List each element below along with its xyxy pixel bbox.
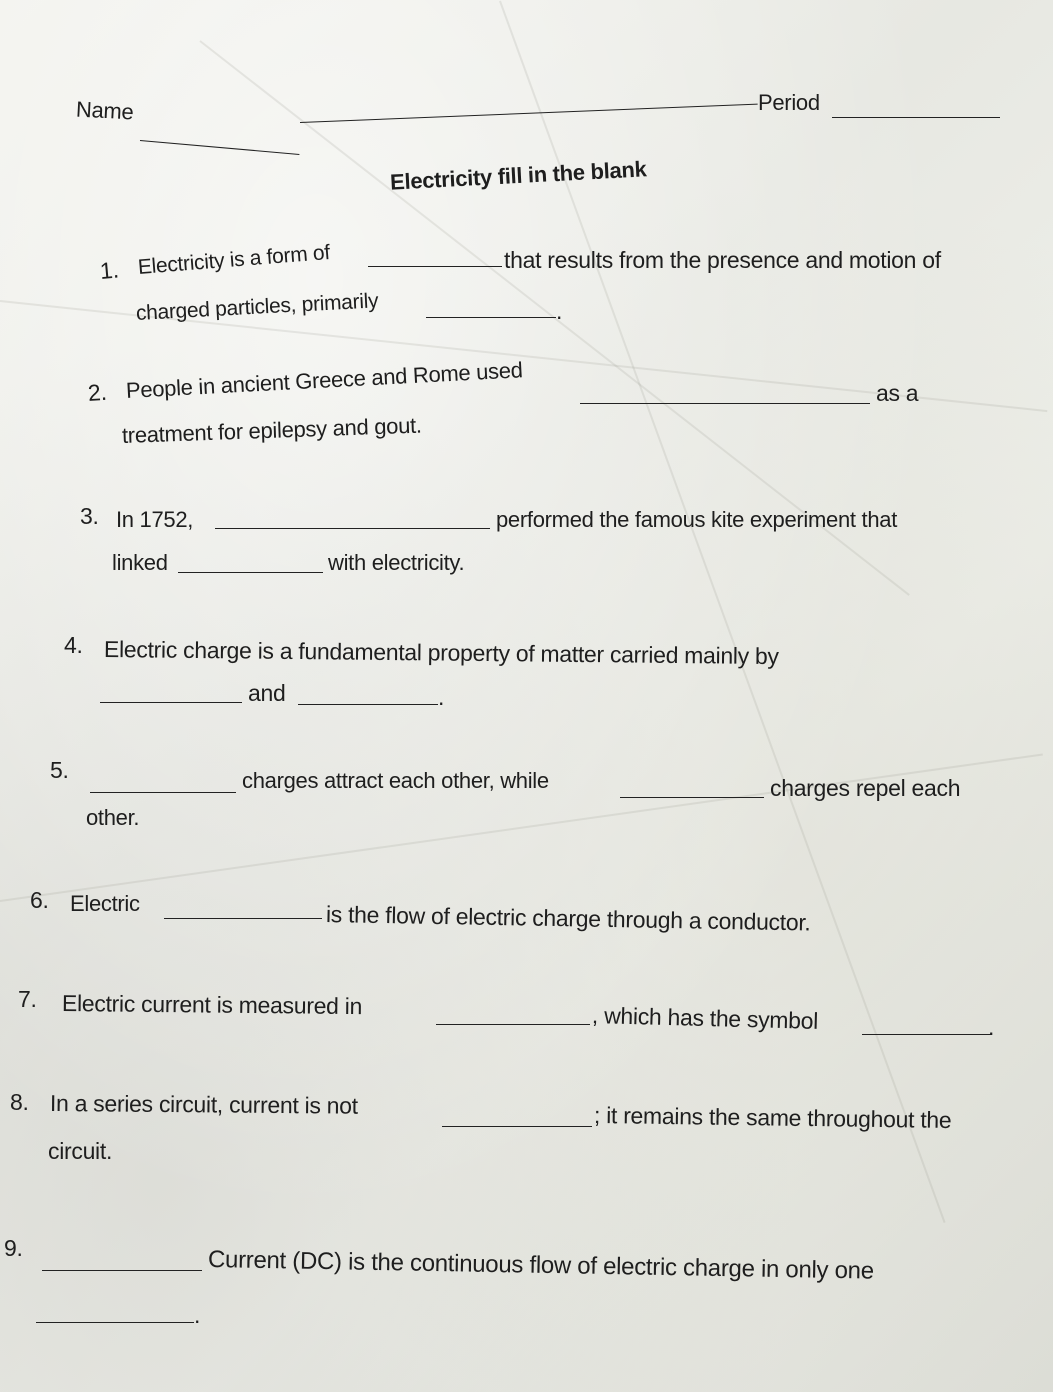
question-text: with electricity. (328, 550, 465, 575)
name-blank-left (140, 140, 299, 155)
question-number: 9. (4, 1235, 23, 1261)
name-blank-right[interactable] (300, 104, 758, 123)
question-text: In a series circuit, current is not (49, 1090, 358, 1119)
answer-blank[interactable] (436, 1024, 590, 1025)
answer-blank[interactable] (42, 1270, 202, 1271)
question-text: other. (86, 805, 140, 830)
answer-blank[interactable] (426, 317, 556, 318)
answer-blank[interactable] (178, 572, 323, 573)
question-text: . (556, 298, 563, 324)
answer-blank[interactable] (620, 797, 764, 798)
period-blank[interactable] (832, 117, 1000, 118)
question-text: Current (DC) is the continuous flow of electric charge in only one (207, 1246, 875, 1285)
question-text: . (988, 1014, 995, 1040)
question-text: that results from the presence and motion of (504, 247, 941, 273)
question-text: ; it remains the same throughout the (593, 1102, 952, 1133)
question-text: linked (112, 550, 168, 575)
answer-blank[interactable] (442, 1126, 592, 1127)
answer-blank[interactable] (100, 702, 242, 703)
answer-blank[interactable] (862, 1034, 992, 1035)
answer-blank[interactable] (368, 266, 502, 267)
question-text: treatment for epilepsy and gout. (121, 412, 423, 448)
question-number: 4. (64, 632, 83, 658)
answer-blank[interactable] (90, 792, 236, 793)
period-label: Period (758, 90, 820, 115)
question-text: Electric charge is a fundamental property of matter carried mainly by (103, 636, 779, 670)
question-number: 3. (80, 503, 99, 529)
answer-blank[interactable] (215, 528, 490, 529)
question-text: Electric (70, 891, 140, 916)
question-number: 6. (30, 887, 49, 913)
question-text: Electricity is a form of (137, 240, 331, 279)
answer-blank[interactable] (580, 403, 870, 404)
question-text: and (248, 680, 286, 706)
question-text: , which has the symbol (591, 1002, 819, 1034)
question-number: 1. (98, 256, 120, 284)
question-text: charges attract each other, while (242, 768, 549, 793)
question-number: 2. (87, 378, 108, 406)
question-text: Electric current is measured in (61, 990, 363, 1020)
question-text: charges repel each (770, 775, 961, 801)
question-text: is the flow of electric charge through a conductor. (325, 901, 811, 936)
question-text: People in ancient Greece and Rome used (125, 357, 524, 403)
question-text: performed the famous kite experiment that (496, 507, 898, 532)
answer-blank[interactable] (298, 704, 438, 705)
worksheet-title: Electricity fill in the blank (389, 156, 648, 195)
question-text: . (438, 684, 445, 710)
question-number: 5. (50, 757, 69, 783)
question-text: as a (876, 380, 919, 406)
question-text: charged particles, primarily (135, 289, 379, 325)
question-number: 8. (10, 1089, 29, 1115)
question-text: circuit. (48, 1138, 113, 1164)
answer-blank[interactable] (164, 918, 322, 919)
name-label: Name (75, 96, 135, 125)
question-number: 7. (18, 986, 37, 1012)
answer-blank[interactable] (36, 1322, 194, 1323)
question-text: In 1752, (116, 507, 194, 532)
question-text: . (194, 1302, 201, 1328)
